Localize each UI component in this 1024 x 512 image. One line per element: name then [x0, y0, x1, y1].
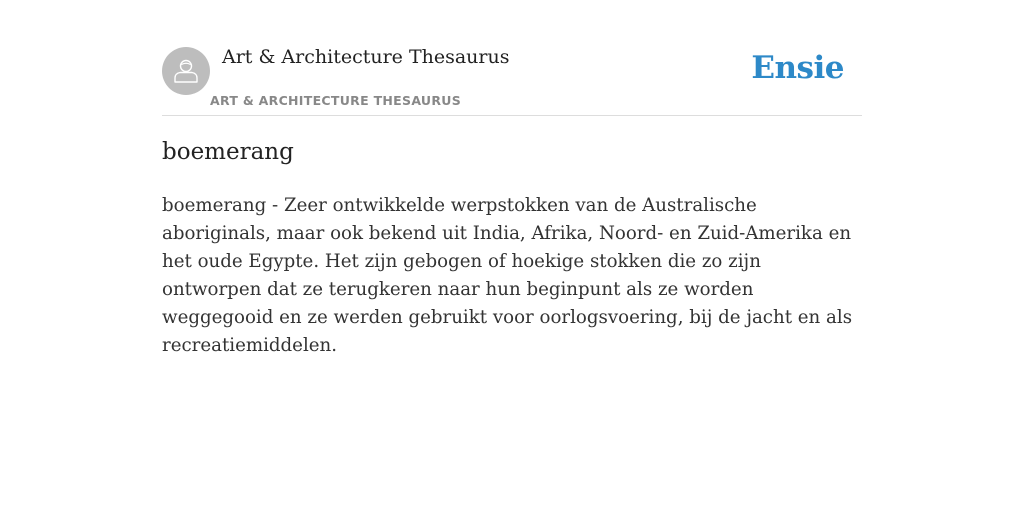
definition-text: boemerang - Zeer ontwikkelde werpstokken van de Australische aboriginals, maar ook bekend uit India, Afrika, Noord- en Zuid-Amerika en het oude Egypte. Het zijn gebogen of hoekige stokken die zo zijn ontworpen dat ze terugkeren naar hun beginpunt als ze worden weggegooid en ze werden gebruikt voor oorlogsvoering, bij de jacht en als recreatiemiddelen. — [162, 195, 853, 356]
term-title: boemerang — [162, 139, 294, 165]
brand-logo[interactable]: Ensie — [751, 50, 844, 86]
source-header — [162, 0, 862, 116]
avatar[interactable] — [162, 47, 210, 95]
source-subtitle[interactable]: ART & ARCHITECTURE THESAURUS — [210, 93, 462, 108]
source-title[interactable]: Art & Architecture Thesaurus — [222, 46, 510, 68]
page-container — [162, 0, 862, 356]
user-outline-icon — [171, 56, 201, 86]
